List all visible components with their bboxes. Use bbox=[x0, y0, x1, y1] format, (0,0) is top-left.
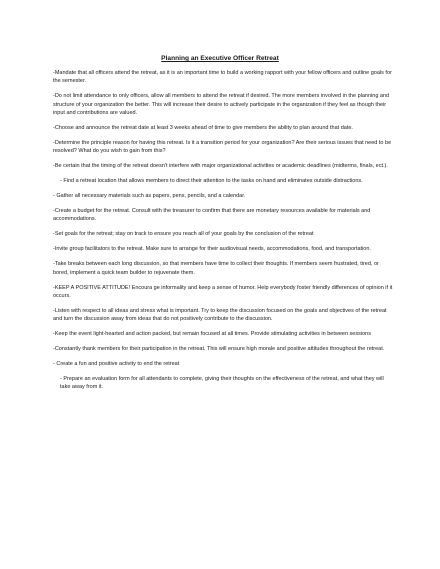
paragraph: -Determine the principle reason for having this retreat. Is it a transition period for your organization? Are their serious issues that need to be resolved? What do you wish to gain from this? bbox=[53, 139, 393, 155]
paragraph: - Gather all necessary materials such as papers, pens, pencils, and a calendar. bbox=[53, 193, 246, 200]
paragraph: - Create a fun and positive activity to end the retreat bbox=[53, 361, 180, 368]
paragraph: -Invite group facilitators to the retreat. Make sure to arrange for their audiovisual needs, accommodations, food, and transportation. bbox=[53, 246, 371, 253]
paragraph: -Listen with respect to all ideas and stress what is important. Try to keep the discussion focused on the goals and objectives of the retreat and turn the discussion away from ideas that do not positively contribute to the discussion. bbox=[53, 307, 389, 323]
paragraph: -Constantly thank members for their participation in the retreat. This will ensure high morale and positive attitudes throughout the retreat. bbox=[53, 346, 385, 353]
paragraph: -Create a budget for the retreat. Consult with the treasurer to confirm that there are monetary resources available for materials and accommodations. bbox=[53, 208, 372, 223]
paragraph: -Set goals for the retreat; stay on track to ensure you reach all of your goals by the conclusion of the retreat bbox=[53, 231, 314, 238]
paragraph: - Prepare an evaluation form for all attendants to complete, giving their thoughts on the effectiveness of the retreat, and what they will take away from it. bbox=[60, 376, 386, 391]
paragraph: -KEEP A POSITIVE ATTITUDE! Encoura ge informality and keep a sense of humor. Help everybody foster friendly differences of opinion if it occurs. bbox=[53, 284, 394, 299]
paragraph: -Take breaks between each long discussion, so that members have time to collect their thoughts. If members seem frustrated, tired, or bored, implement a quick team builder to rejuvenate them. bbox=[53, 261, 381, 276]
paragraph: -Keep the event light-hearted and action packed, but remain focused at all times. Provide stimulating activities in between sessions bbox=[53, 331, 371, 338]
paragraph: -Mandate that all officers attend the retreat, as it is an important time to build a working rapport with your fellow officers and outline goals for the semester. bbox=[53, 70, 394, 85]
paragraph: - Find a retreat location that allows members to direct their attention to the tasks on hand and eliminates outside distractions. bbox=[60, 178, 363, 185]
paragraph: -Do not limit attendance to only officers, allow all members to attend the retreat if desired. The more members involved in the planning and structure of your organization the better. This will increase their desire to actively participate in the organization if they feel as though their input and contributions are valued. bbox=[53, 93, 391, 116]
paragraph: -Choose and announce the retreat date at least 3 weeks ahead of time to give members the ability to plan around that date. bbox=[53, 124, 353, 131]
document-body bbox=[53, 69, 393, 398]
paragraph: -Be certain that the timing of the retreat doesn't interfere with major organizational activities or academic deadlines (midterms, finals, ect.). bbox=[53, 163, 388, 170]
document-title: Planning an Executive Officer Retreat bbox=[161, 55, 279, 62]
